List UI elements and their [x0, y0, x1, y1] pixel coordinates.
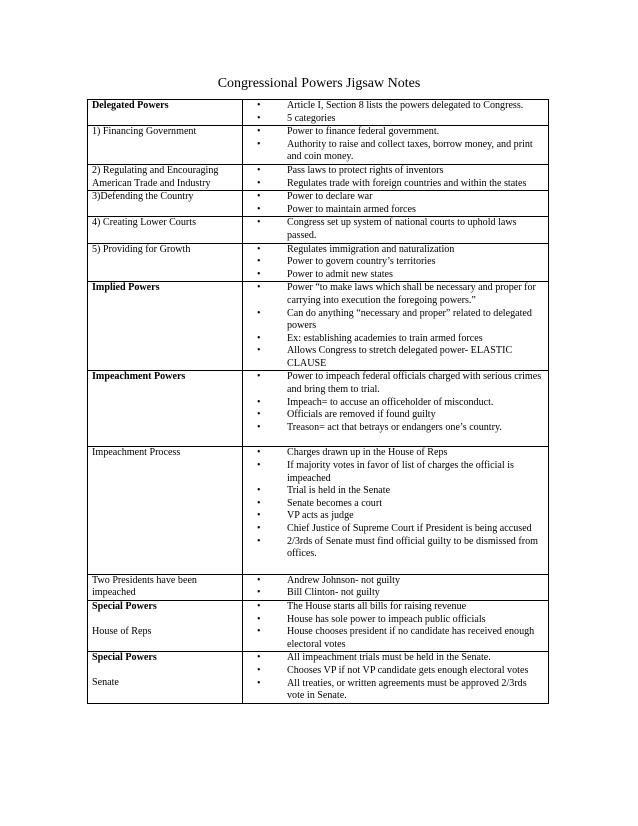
row-notes-cell [243, 600, 549, 651]
bullet-item: • Article I, Section 8 lists the powers delegated to Congress. [243, 100, 544, 113]
bullet-item: • Ex: establishing academies to train armed forces [243, 333, 544, 346]
bullet-item: • Power “to make laws which shall be necessary and proper for carrying into execution the foregoing powers.” [243, 282, 544, 307]
bullet-list [243, 100, 544, 125]
bullet-item: • If majority votes in favor of list of charges the official is impeached [243, 460, 544, 485]
notes-table [87, 99, 549, 704]
row-label: 5) Providing for Growth [92, 243, 191, 255]
bullet-item: • 2/3rds of Senate must find official guilty to be dismissed from offices. [243, 536, 544, 561]
row-notes-cell [243, 371, 549, 447]
bullet-item: • Bill Clinton- not guilty [243, 587, 544, 600]
bullet-list [243, 575, 544, 600]
row-label: 3)Defending the Country [92, 191, 194, 203]
row-label-cell [88, 100, 243, 126]
bullet-item: • Trial is held in the Senate [243, 485, 544, 498]
bullet-item: • Senate becomes a court [243, 498, 544, 511]
bullet-item: • Officials are removed if found guilty [243, 409, 544, 422]
row-sublabel: Senate [92, 676, 119, 688]
row-label: Special Powers [92, 600, 157, 612]
row-label: 1) Financing Government [92, 126, 197, 138]
row-label: Implied Powers [92, 282, 160, 294]
row-sublabel: House of Reps [92, 625, 152, 637]
table-row [88, 600, 549, 651]
row-label-cell [88, 217, 243, 243]
bullet-list [243, 244, 544, 282]
notes-table-body [88, 100, 549, 704]
bullet-item: • Chief Justice of Supreme Court if President is being accused [243, 523, 544, 536]
row-label-cell [88, 191, 243, 217]
bullet-list [243, 447, 544, 560]
bullet-item: • Can do anything “necessary and proper” related to delegated powers [243, 308, 544, 333]
row-label: Special Powers [92, 652, 157, 664]
bullet-list [243, 165, 544, 190]
bullet-item: • VP acts as judge [243, 510, 544, 523]
row-label: Impeachment Powers [92, 371, 186, 383]
bullet-item: • Power to admit new states [243, 269, 544, 282]
bullet-item: • Power to impeach federal officials charged with serious crimes and bring them to trial. [243, 371, 544, 396]
bullet-list [243, 282, 544, 370]
row-notes-cell [243, 191, 549, 217]
row-label-cell [88, 574, 243, 600]
row-notes-cell [243, 164, 549, 190]
table-row [88, 447, 549, 574]
row-label-cell [88, 126, 243, 165]
row-notes-cell [243, 574, 549, 600]
row-notes-cell [243, 100, 549, 126]
row-label-cell [88, 447, 243, 574]
row-notes-cell [243, 243, 549, 282]
page-title: Congressional Powers Jigsaw Notes [217, 76, 421, 91]
row-notes-cell [243, 126, 549, 165]
bullet-item: • Regulates immigration and naturalization [243, 244, 544, 257]
row-notes-cell [243, 652, 549, 703]
row-notes-cell [243, 217, 549, 243]
bullet-item: • All impeachment trials must be held in the Senate. [243, 652, 544, 665]
row-label: 4) Creating Lower Courts [92, 217, 196, 229]
row-label: 2) Regulating and Encouraging American Trade and Industry [92, 164, 219, 189]
row-label-cell [88, 243, 243, 282]
row-label-cell [88, 164, 243, 190]
row-label-cell [88, 652, 243, 703]
bullet-item: • All treaties, or written agreements must be approved 2/3rds vote in Senate. [243, 678, 544, 703]
bullet-item: • Impeach= to accuse an officeholder of misconduct. [243, 397, 544, 410]
bullet-item: • Regulates trade with foreign countries and within the states [243, 178, 544, 191]
bullet-list [243, 371, 544, 434]
bullet-list [243, 652, 544, 702]
bullet-item: • Congress set up system of national courts to uphold laws passed. [243, 217, 544, 242]
table-row [88, 282, 549, 371]
bullet-item: • Allows Congress to stretch delegated power- ELASTIC CLAUSE [243, 345, 544, 370]
bullet-list [243, 601, 544, 651]
table-row [88, 164, 549, 190]
bullet-item: • The House starts all bills for raising revenue [243, 601, 544, 614]
bullet-item: • House chooses president if no candidate has received enough electoral votes [243, 626, 544, 651]
bullet-list [243, 126, 544, 164]
table-row [88, 126, 549, 165]
bullet-item: • 5 categories [243, 113, 544, 126]
table-row [88, 217, 549, 243]
bullet-item: • Treason= act that betrays or endangers one’s country. [243, 422, 544, 435]
bullet-item: • Charges drawn up in the House of Reps [243, 447, 544, 460]
bullet-item: • Andrew Johnson- not guilty [243, 575, 544, 588]
row-notes-cell [243, 282, 549, 371]
bullet-item: • Power to finance federal government. [243, 126, 544, 139]
row-notes-cell [243, 447, 549, 574]
bullet-item: • House has sole power to impeach public officials [243, 614, 544, 627]
bullet-item: • Power to govern country’s territories [243, 256, 544, 269]
bullet-list [243, 191, 544, 216]
row-label-cell [88, 371, 243, 447]
bullet-list [243, 217, 544, 242]
bullet-item: • Pass laws to protect rights of inventors [243, 165, 544, 178]
table-row [88, 100, 549, 126]
row-label: Two Presidents have been impeached [92, 574, 197, 599]
table-row [88, 574, 549, 600]
bullet-item: • Power to declare war [243, 191, 544, 204]
table-row [88, 652, 549, 703]
table-row [88, 371, 549, 447]
bullet-item: • Chooses VP if not VP candidate gets enough electoral votes [243, 665, 544, 678]
row-label-cell [88, 600, 243, 651]
row-label-cell [88, 282, 243, 371]
row-label: Delegated Powers [92, 100, 169, 111]
table-row [88, 243, 549, 282]
bullet-item: • Power to maintain armed forces [243, 204, 544, 217]
bullet-item: • Authority to raise and collect taxes, borrow money, and print and coin money. [243, 139, 544, 164]
table-row [88, 191, 549, 217]
row-label: Impeachment Process [92, 447, 181, 459]
